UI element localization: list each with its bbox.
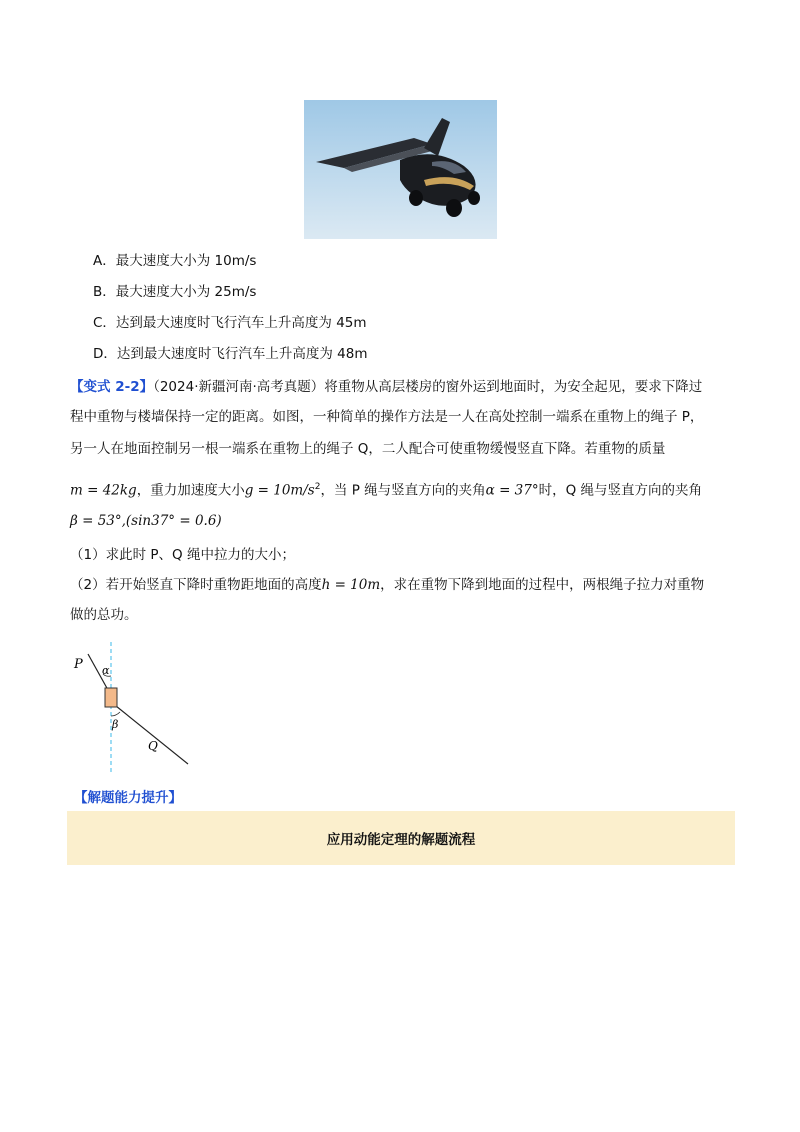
option-b: B．最大速度大小为 25m/s: [93, 284, 257, 300]
problem-line-1: [70, 378, 702, 396]
weight-block: [105, 688, 117, 707]
mass-formula: m = 42kg: [70, 482, 137, 499]
angle-q-label: 时，Q 绳与竖直方向的夹角: [538, 482, 703, 499]
label-p: P: [74, 657, 83, 672]
angle-p-label: ，当 P 绳与竖直方向的夹角: [320, 482, 486, 499]
problem-source: （2024·新疆河南·高考真题）: [153, 379, 325, 395]
method-banner: [67, 811, 735, 865]
problem-line-3: 另一人在地面控制另一根一端系在重物上的绳子 Q，二人配合可使重物缓慢竖直下降。若重物的质量: [70, 441, 666, 457]
section-title: 【解题能力提升】: [74, 790, 182, 806]
option-d: D．达到最大速度时飞行汽车上升高度为 48m: [93, 346, 368, 362]
question-2-text-end: ，求在重物下降到地面的过程中，两根绳子拉力对重物: [380, 577, 705, 593]
rope-q: [116, 706, 188, 764]
rope-diagram: [68, 642, 198, 772]
option-a: A．最大速度大小为 10m/s: [93, 253, 257, 269]
option-c: C．达到最大速度时飞行汽车上升高度为 45m: [93, 315, 367, 331]
height-formula: h = 10m: [321, 577, 381, 593]
problem-tag: 【变式 2-2】: [70, 379, 154, 395]
question-2-line-1: [70, 576, 704, 594]
label-alpha: α: [102, 664, 110, 677]
banner-text: 应用动能定理的解题流程: [326, 832, 476, 848]
question-2-line-2: 做的总功。: [70, 607, 138, 623]
problem-line-4: [70, 478, 702, 500]
beta-arc: [111, 712, 120, 716]
problem-text-1: 将重物从高层楼房的窗外运到地面时，为安全起见，要求下降过: [324, 379, 703, 395]
gravity-label: ，重力加速度大小: [136, 482, 245, 499]
gravity-exponent: 2: [314, 482, 321, 492]
question-1: （1）求此时 P、Q 绳中拉力的大小；: [70, 547, 295, 563]
flying-car-photo: [304, 100, 497, 239]
label-beta: β: [112, 718, 119, 731]
problem-line-2: 程中重物与楼墙保持一定的距离。如图，一种简单的操作方法是一人在高处控制一端系在重物上的绳子 P，: [70, 409, 704, 425]
beta-formula: β = 53°,(sin37° = 0.6): [70, 513, 222, 529]
label-q: Q: [148, 739, 158, 753]
question-2-text: （2）若开始竖直下降时重物距地面的高度: [70, 577, 322, 593]
alpha-formula: α = 37°: [485, 482, 539, 499]
gravity-formula: g = 10m/s: [244, 482, 315, 499]
